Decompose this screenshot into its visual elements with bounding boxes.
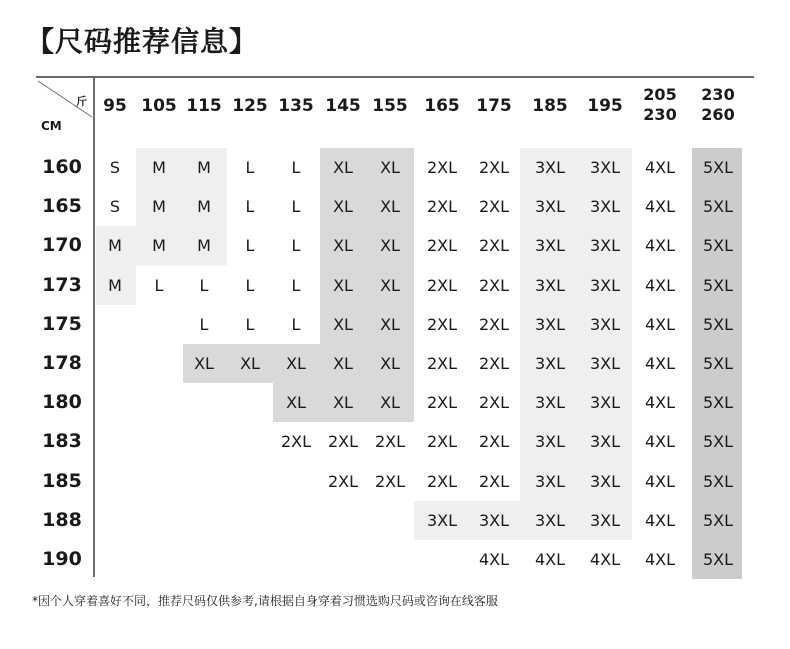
height-header: 170 bbox=[42, 234, 82, 257]
size-cell: 3XL bbox=[534, 471, 566, 491]
weight-header bbox=[469, 95, 519, 117]
size-cell: 4XL bbox=[644, 510, 676, 530]
size-cell: L bbox=[154, 275, 164, 295]
size-cell: 2XL bbox=[426, 354, 458, 373]
size-cell: XL bbox=[333, 158, 353, 177]
size-cell: 3XL bbox=[534, 197, 566, 217]
size-cell: L bbox=[199, 314, 209, 334]
size-cell: 5XL bbox=[702, 275, 734, 295]
height-header: 173 bbox=[42, 273, 82, 296]
size-cell: 5XL bbox=[702, 393, 734, 413]
size-cell: XL bbox=[333, 236, 353, 256]
size-cell: XL bbox=[286, 393, 306, 413]
size-cell: 3XL bbox=[534, 236, 566, 256]
size-cell: L bbox=[291, 314, 301, 334]
size-cell: 2XL bbox=[426, 197, 458, 217]
size-cell: 5XL bbox=[702, 471, 734, 491]
height-header: 180 bbox=[42, 391, 82, 414]
size-cell: 5XL bbox=[702, 236, 734, 256]
size-cell: 4XL bbox=[644, 158, 676, 177]
size-cell: M bbox=[197, 197, 211, 217]
size-cell: 2XL bbox=[478, 197, 510, 217]
size-cell: 2XL bbox=[478, 314, 510, 334]
size-cell: 4XL bbox=[478, 550, 510, 569]
size-cell: 4XL bbox=[644, 275, 676, 295]
weight-header-line: 230 bbox=[701, 85, 735, 104]
size-cell: L bbox=[245, 236, 255, 256]
height-header: 178 bbox=[42, 352, 82, 374]
weight-header bbox=[365, 95, 415, 117]
size-cell: M bbox=[108, 236, 122, 256]
weight-header-line: 185 bbox=[532, 96, 568, 116]
height-header: 185 bbox=[42, 469, 82, 492]
size-cell: 2XL bbox=[426, 275, 458, 295]
size-cell: L bbox=[291, 236, 301, 256]
weight-header bbox=[271, 95, 321, 117]
weight-header-line: 115 bbox=[186, 96, 222, 116]
size-cell: 3XL bbox=[589, 510, 621, 530]
size-cell: 5XL bbox=[702, 510, 734, 530]
size-cell: XL bbox=[240, 354, 260, 373]
size-cell: 3XL bbox=[534, 275, 566, 295]
footnote: *因个人穿着喜好不同，推荐尺码仅供参考,请根据自身穿着习惯选购尺码或咨询在线客服 bbox=[32, 594, 498, 608]
size-cell: XL bbox=[286, 354, 306, 373]
weight-header bbox=[417, 95, 467, 117]
height-header: 190 bbox=[42, 548, 82, 570]
size-cell: M bbox=[152, 158, 166, 177]
weight-header-line: 155 bbox=[372, 96, 408, 116]
size-cell: 4XL bbox=[644, 471, 676, 491]
size-cell: 4XL bbox=[644, 393, 676, 413]
weight-header-line: 105 bbox=[141, 96, 177, 116]
weight-header bbox=[635, 85, 685, 125]
height-header: 183 bbox=[42, 430, 82, 453]
size-cell: M bbox=[108, 275, 122, 295]
size-cell: 2XL bbox=[374, 471, 406, 491]
size-cell: XL bbox=[380, 393, 400, 413]
weight-header-line: 260 bbox=[701, 105, 735, 124]
weight-unit-label: 斤 bbox=[76, 95, 87, 108]
size-cell: M bbox=[197, 236, 211, 256]
weight-header-line: 195 bbox=[587, 96, 623, 116]
size-cell: XL bbox=[380, 158, 400, 177]
size-cell: 2XL bbox=[280, 432, 312, 452]
size-cell: XL bbox=[333, 197, 353, 217]
weight-header bbox=[179, 95, 229, 117]
size-cell: 2XL bbox=[426, 432, 458, 452]
size-cell: 3XL bbox=[589, 354, 621, 373]
size-cell: L bbox=[199, 275, 209, 295]
size-cell: 4XL bbox=[644, 197, 676, 217]
size-cell: 2XL bbox=[327, 471, 359, 491]
size-cell: M bbox=[152, 236, 166, 256]
size-cell: L bbox=[245, 197, 255, 217]
size-cell: 2XL bbox=[374, 432, 406, 452]
size-cell: 3XL bbox=[534, 393, 566, 413]
size-cell: 3XL bbox=[534, 510, 566, 530]
size-cell: L bbox=[245, 158, 255, 177]
size-cell: 4XL bbox=[644, 550, 676, 569]
size-cell: 5XL bbox=[702, 432, 734, 452]
weight-header-line: 95 bbox=[103, 96, 127, 116]
size-cell: 4XL bbox=[644, 236, 676, 256]
weight-header bbox=[580, 95, 630, 117]
size-cell: XL bbox=[380, 354, 400, 373]
size-cell: 5XL bbox=[702, 197, 734, 217]
size-cell: M bbox=[197, 158, 211, 177]
size-cell: 2XL bbox=[478, 236, 510, 256]
size-cell: L bbox=[245, 314, 255, 334]
size-cell: 3XL bbox=[589, 314, 621, 334]
weight-header-line: 145 bbox=[325, 96, 361, 116]
size-cell: 2XL bbox=[478, 275, 510, 295]
weight-header bbox=[318, 95, 368, 117]
size-cell: 4XL bbox=[534, 550, 566, 569]
height-header: 165 bbox=[42, 195, 82, 218]
size-cell: 5XL bbox=[702, 550, 734, 569]
size-cell: 4XL bbox=[644, 432, 676, 452]
size-cell: XL bbox=[333, 393, 353, 413]
size-cell: 2XL bbox=[426, 393, 458, 413]
size-cell: 3XL bbox=[534, 354, 566, 373]
size-cell: L bbox=[245, 275, 255, 295]
size-cell: S bbox=[109, 197, 121, 217]
height-header: 160 bbox=[42, 156, 82, 178]
weight-header-line: 230 bbox=[643, 105, 677, 124]
size-cell: S bbox=[109, 158, 121, 177]
size-cell: 2XL bbox=[327, 432, 359, 452]
weight-header-line: 205 bbox=[643, 85, 677, 104]
size-cell: 5XL bbox=[702, 314, 734, 334]
size-cell: 2XL bbox=[478, 471, 510, 491]
height-unit-label: CM bbox=[41, 119, 62, 133]
height-header: 188 bbox=[42, 508, 82, 531]
size-cell: 4XL bbox=[644, 354, 676, 373]
weight-header bbox=[134, 95, 184, 117]
table-corner-header bbox=[36, 77, 94, 139]
size-cell: 5XL bbox=[702, 158, 734, 177]
size-cell: 3XL bbox=[589, 393, 621, 413]
size-cell: XL bbox=[380, 236, 400, 256]
weight-header-line: 135 bbox=[278, 96, 314, 116]
size-cell: 2XL bbox=[478, 393, 510, 413]
size-cell: 2XL bbox=[426, 314, 458, 334]
size-cell: 2XL bbox=[426, 158, 458, 177]
size-cell: 4XL bbox=[589, 550, 621, 569]
header-divider bbox=[36, 76, 754, 78]
size-cell: 5XL bbox=[702, 354, 734, 373]
size-cell: XL bbox=[380, 314, 400, 334]
size-cell: 3XL bbox=[589, 471, 621, 491]
size-cell: 3XL bbox=[589, 432, 621, 452]
weight-header-line: 175 bbox=[476, 96, 512, 116]
page-title: 【尺码推荐信息】 bbox=[26, 25, 259, 58]
size-cell: XL bbox=[333, 354, 353, 373]
weight-header bbox=[693, 85, 743, 125]
size-cell: XL bbox=[333, 275, 353, 295]
size-cell: 3XL bbox=[589, 158, 621, 177]
size-cell: XL bbox=[194, 354, 214, 373]
size-cell: L bbox=[291, 275, 301, 295]
weight-header-line: 125 bbox=[232, 96, 268, 116]
size-cell: M bbox=[152, 197, 166, 217]
height-header: 175 bbox=[42, 312, 82, 335]
size-cell: 3XL bbox=[534, 158, 566, 177]
size-cell: 3XL bbox=[534, 432, 566, 452]
size-cell: 2XL bbox=[478, 158, 510, 177]
size-cell: 4XL bbox=[644, 314, 676, 334]
size-cell: L bbox=[291, 158, 301, 177]
weight-header bbox=[225, 95, 275, 117]
size-cell: 3XL bbox=[589, 275, 621, 295]
size-cell: 2XL bbox=[478, 354, 510, 373]
weight-header bbox=[90, 95, 140, 117]
size-cell: 3XL bbox=[534, 314, 566, 334]
size-cell: XL bbox=[380, 197, 400, 217]
weight-header bbox=[525, 95, 575, 117]
size-cell: 3XL bbox=[589, 197, 621, 217]
size-cell: 3XL bbox=[426, 510, 458, 530]
size-cell: L bbox=[291, 197, 301, 217]
size-cell: 3XL bbox=[478, 510, 510, 530]
size-cell: 3XL bbox=[589, 236, 621, 256]
size-cell: XL bbox=[333, 314, 353, 334]
weight-header-line: 165 bbox=[424, 96, 460, 116]
size-cell: 2XL bbox=[426, 471, 458, 491]
size-cell: 2XL bbox=[478, 432, 510, 452]
size-cell: XL bbox=[380, 275, 400, 295]
size-cell: 2XL bbox=[426, 236, 458, 256]
